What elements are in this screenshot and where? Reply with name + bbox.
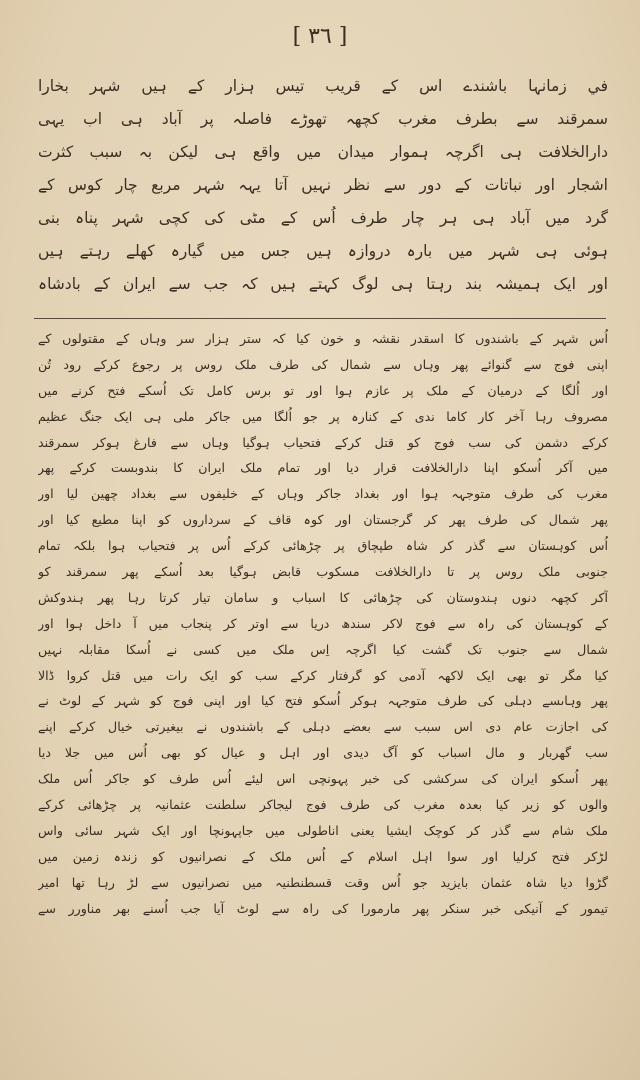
footnote-line: کرکے دشمن کی سب فوج کو قتل کرکے فتحیاب ہوگیا وہاں سے فارغ ہوکر سمرقند bbox=[38, 434, 608, 450]
footnote-line: میں آکر اُسکو اپنا دارالخلافت قرار دیا اور تمام ملک ایران کا بندوبست کرکے پھر bbox=[38, 460, 608, 476]
footnote-line: کے کوہستان کی راہ سے فوج لاکر سندھ دریا سے اوتر کر پنجاب میں آ داخل ہوا اور bbox=[38, 615, 608, 631]
footnote-line: اُس کوہستان سے گذر کر شاہ طپچاق پر چڑھائی کرکے اُس پر فتحیاب ہوا بلکہ تمام bbox=[38, 538, 608, 554]
main-text-line: ہوئی ہی شہر میں بارہ دروازہ ہیں جس میں گیارہ کھلے رہتے ہیں bbox=[38, 242, 608, 260]
footnote-line: اُس شہر کے باشندوں کا اسقدر نقشہ و خون کیا کہ ستر ہزار سر وہاں کے مقتولوں کے bbox=[38, 331, 608, 346]
main-text-line: دارالخلافت ہی اگرچہ ہموار میدان میں واقع ہی لیکن بہ سبب کثرت bbox=[38, 143, 608, 161]
footnote-line: لڑکر فتح کرلیا اور سوا اہل اسلام کے اُس ملک کے نصرانیوں کو زندہ زمین میں bbox=[38, 848, 608, 864]
main-text-line: گرد میں آباد ہی ہر چار طرف اُس کے مٹی کی کچی شہر پناہ بنی bbox=[38, 209, 608, 227]
footnote-line: پھر شمال کی طرف پھر کر گرجستان اور کوہ قاف کے سرداروں کو اپنا مطیع کیا اور bbox=[38, 512, 608, 528]
footnote-line: مغرب کی طرف متوجہہ ہوا اور بغداد جاکر وہاں کے خلیفوں سے بغداد چھین لیا اور bbox=[38, 486, 608, 502]
footnote-line: جنوبی ملک روس پر تا دارالخلافت مسکوب قابض ہوگیا بعد اُسکے پھر سمرقند کو bbox=[38, 564, 608, 580]
main-text-line: سمرقند سے بطرف مغرب کچھہ تھوڑے فاصلہ پر آباد ہی اب یہی bbox=[38, 110, 608, 128]
footnote-line: سب گھربار و مال اسباب کو آگ دیدی اور اہل و عیال کو بھی اُس میں جلا دیا bbox=[38, 745, 608, 761]
footnote-line: اپنی فوج سے گنوائے پھر وہاں سے شمال کی طرف ملک روس پر رجوع کرکے رود تُن bbox=[38, 356, 608, 372]
footnote-line: کیا مگر تو بھی ایک لاکھہ آدمی کو گرفتار کرکے سب کو ایک رات میں قتل کروا ڈالا bbox=[38, 667, 608, 683]
footnote-line: پھر اُسکو ایران کی سرکشی کی خبر پہونچی اس لیئے اُس طرف کو جاکر اُس ملک bbox=[38, 771, 608, 787]
footnote-line: پھر وہاںسے دہلی کی طرف متوجہہ ہوکر اُسکو فتح کیا اور اپنی فوج کو شہر کے لوٹ نے bbox=[38, 693, 608, 709]
footnote-line: ملک شام سے گذر کر کوچک ایشیا یعنی اناطولی میں جاپہونچا اور ایک شہر سائی واس bbox=[38, 822, 608, 838]
footnote-line: مصروف رہا آخر کار کاما ندی کے کنارہ پر جو اُلگا میں جاکر ملی ہی ایک جنگ عظیم bbox=[38, 408, 608, 424]
page-number: [ ٣٦ ] bbox=[292, 24, 348, 49]
footnote-line: اور اُلگا کے درمیان کے ملک پر عازم ہوا اور تو برس کامل تک اُسکے فتح کرنے میں bbox=[38, 382, 608, 398]
footnote-text bbox=[38, 326, 608, 921]
footnote-line: تیمور کے آنیکی خبر سنکر پھر مارمورا کی راہ سے لوٹ آیا جب اُسنے بھر مناورر سے bbox=[38, 900, 608, 916]
main-text bbox=[38, 70, 608, 301]
footnote-line: کی اجازت عام دی اس سبب سے بعضے دہلی کے باشندوں نے بیغیرتی خیال کرکے اپنے bbox=[38, 719, 608, 735]
footnote-line: آکر کچھہ دنوں ہندوستان کی چڑھائی کا اسباب و سامان تیار کرتا رہا پھر ہندوکش bbox=[38, 589, 608, 605]
footnote-line: والوں کو زیر کیا بعدہ مغرب کی طرف فوج لیجاکر سلطنت عثمانیہ پر چڑھائی کرکے bbox=[38, 797, 608, 813]
footnote-divider bbox=[34, 318, 606, 319]
main-text-line: في زمانہا باشندے اس کے قریب تیس ہزار کے ہیں شہر بخارا bbox=[38, 77, 608, 95]
main-text-line: اور ایک ہمیشہ بند رہتا ہی لوگ کہتے ہیں کہ جب سے ایران کے بادشاہ bbox=[38, 275, 608, 293]
footnote-line: شمال سے جنوب تک گشت کیا اگرچہ اِس ملک میں کسی نے اُسکا مقابلہ نہیں bbox=[38, 641, 608, 657]
footnote-line: گڑوا دیا شاہ عثمان بایزید جو اُس وقت قسطنطنیہ میں نصرانیوں سے لڑ رہا تھا امیر bbox=[38, 874, 608, 890]
main-text-line: اشجار اور نباتات کے دور سے نظر نہیں آتا یہہ شہر مربع چار کوس کے bbox=[38, 176, 608, 194]
